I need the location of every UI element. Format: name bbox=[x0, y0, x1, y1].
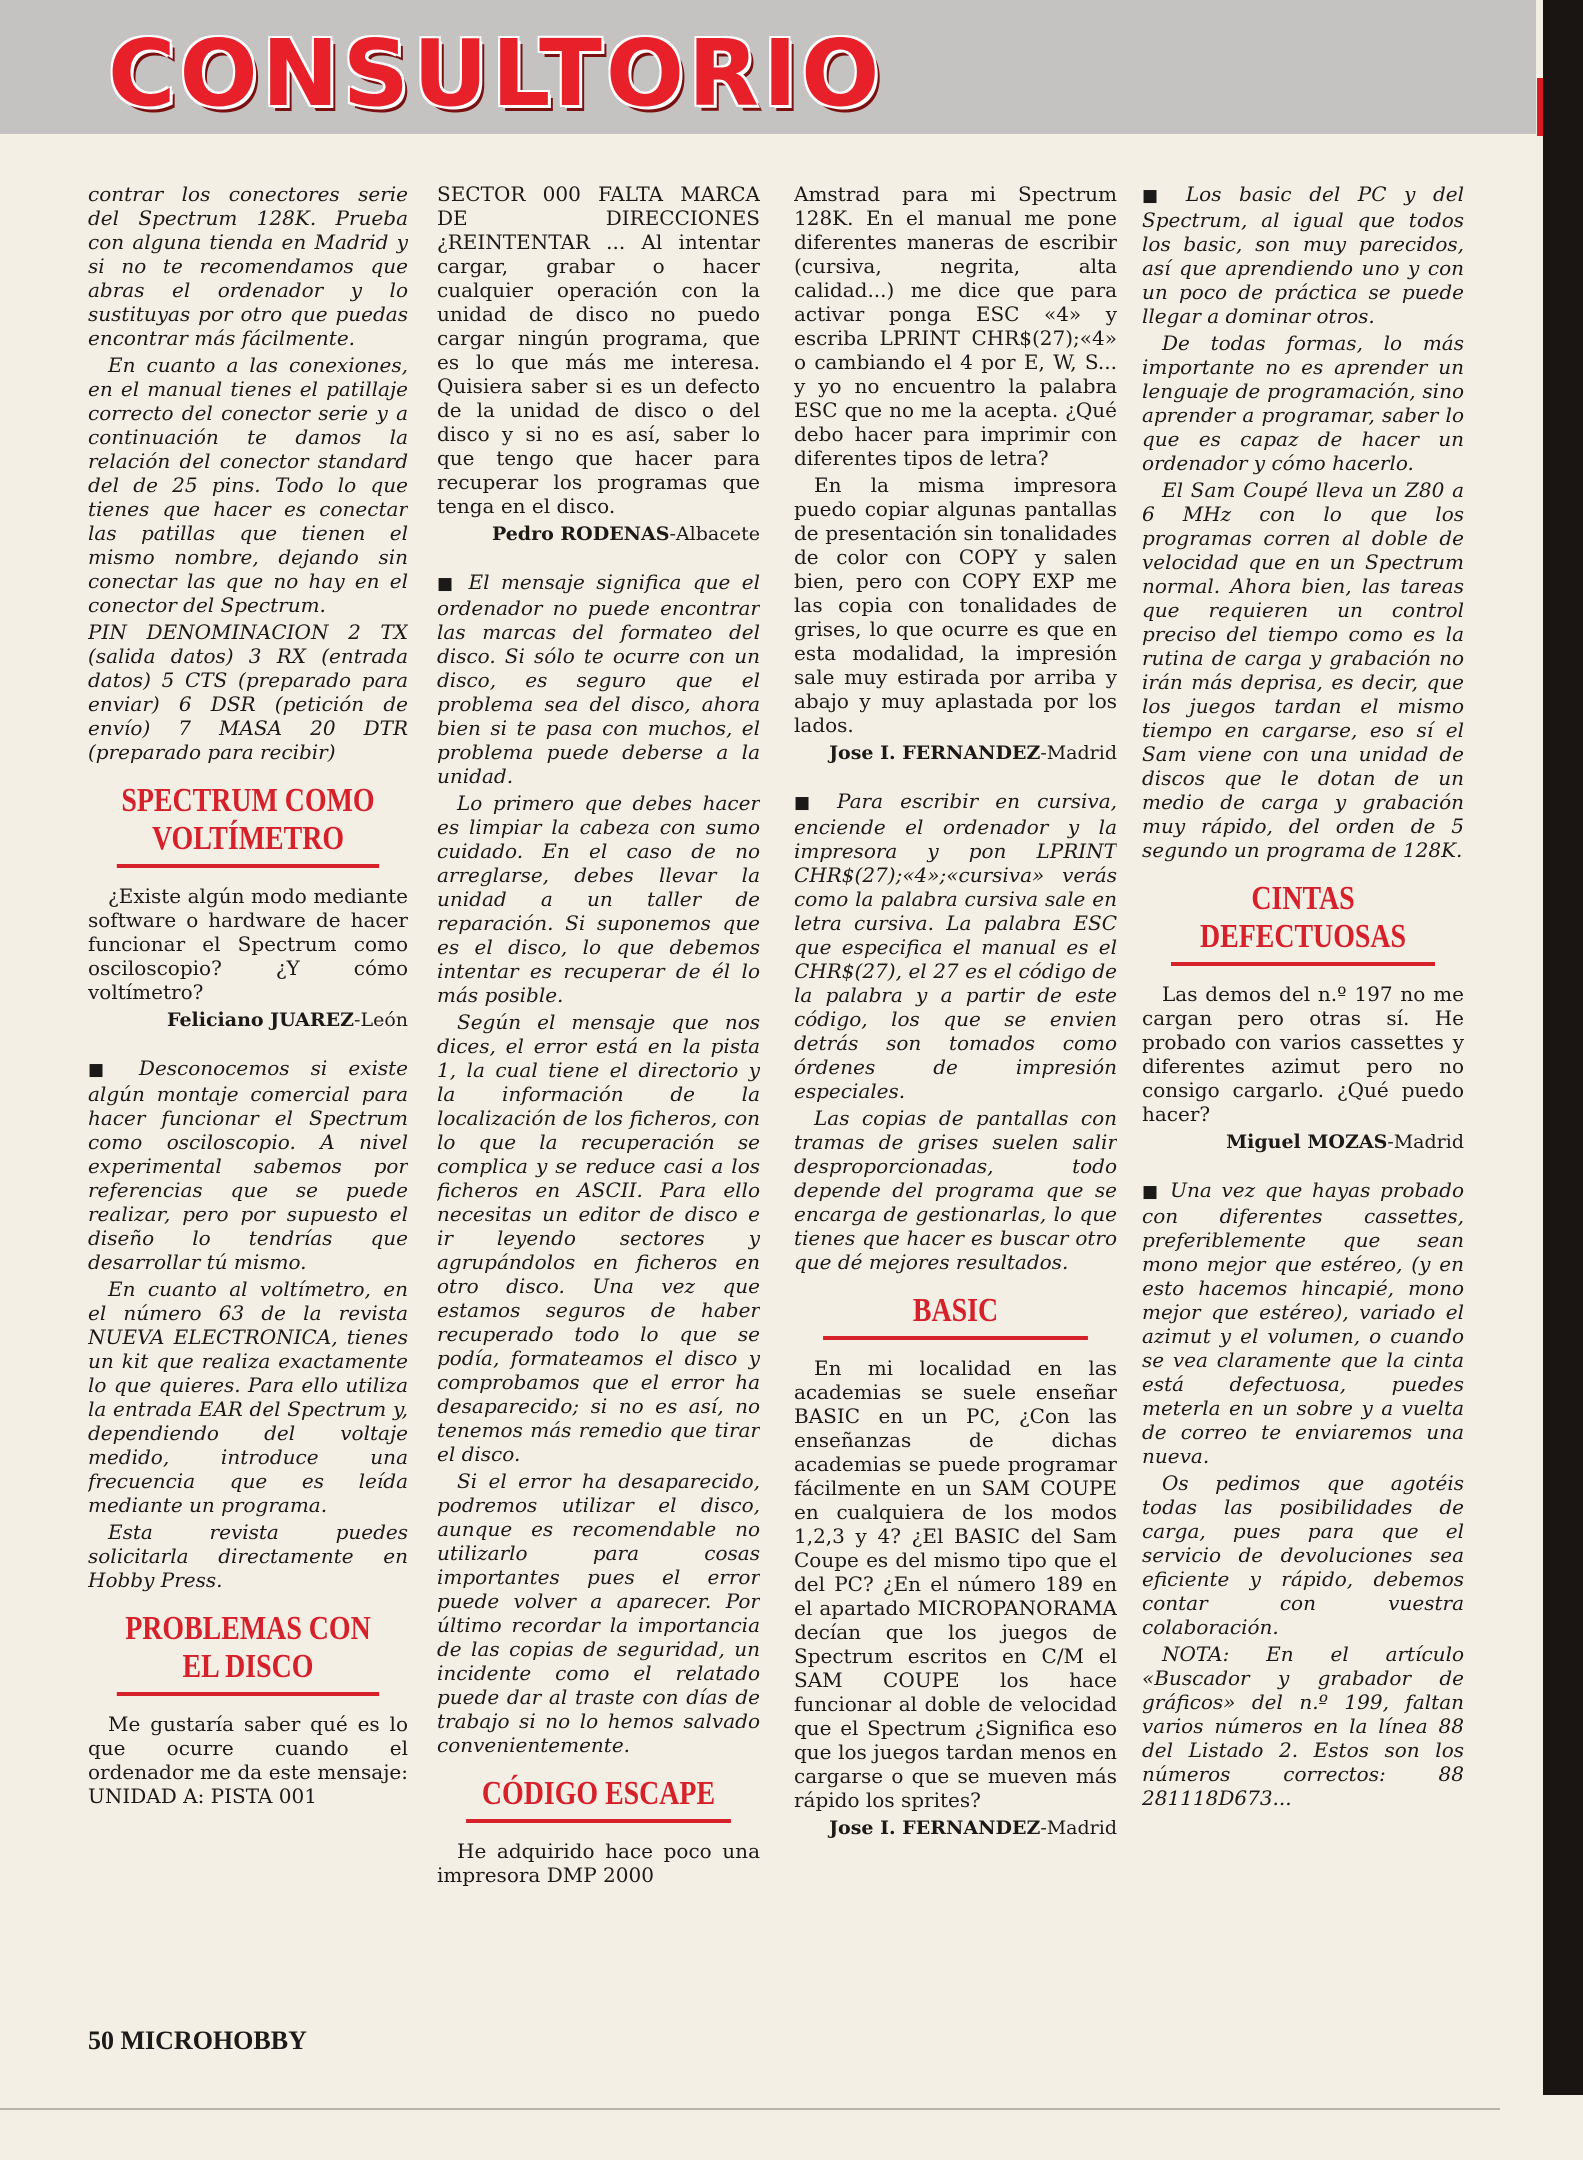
header-band bbox=[0, 0, 1536, 134]
answer-paragraph: Si el error ha desaparecido, podremos utilizar el disco, aunque es recomendable no utilizarlo para cosas importantes pues el error puede volver a aparecer. Por último recordar la importancia de las copias de seguridad, un incidente como el relatado puede dar al traste con días de trabajo si no lo hemos salvado convenientemente. bbox=[437, 1469, 760, 1757]
signature-place: -Madrid bbox=[1387, 1131, 1464, 1153]
signature bbox=[794, 741, 1117, 765]
heading-codigo-escape: CÓDIGO ESCAPE bbox=[466, 1775, 731, 1823]
answer-paragraph: ■ Desconocemos si existe algún montaje comercial para hacer funcionar el Spectrum como osciloscopio. A nivel experimental sabemos por referencias que se puede realizar, pero por supuesto el diseño lo tendrías que desarrollar tú mismo. bbox=[88, 1056, 408, 1274]
signature-name: Feliciano JUAREZ bbox=[167, 1009, 355, 1031]
question-paragraph: SECTOR 000 FALTA MARCA DE DIRECCIONES ¿REINTENTAR ... Al intentar cargar, grabar o hacer cualquier operación con la unidad de disco no puedo cargar ningún programa, que es lo que más me interesa. Quisiera saber si es un defecto de la unidad de disco o del disco y si no es así, saber lo que tengo que hacer para recuperar los programas que tenga en el disco. bbox=[437, 182, 760, 518]
answer-paragraph: El Sam Coupé lleva un Z80 a 6 MHz con lo que los programas corren al doble de velocidad que en un Spectrum normal. Ahora bien, las tareas que requieren un control preciso del tiempo como es la rutina de carga y grabación no irán más deprisa, es decir, que los juegos tardan el mismo tiempo en cargarse, eso sí el Sam viene con una unidad de discos que le dotan de un medio de carga y grabación muy rápido, del orden de 5 segundo un programa de 128K. bbox=[1142, 478, 1464, 862]
answer-paragraph: En cuanto al voltímetro, en el número 63 de la revista NUEVA ELECTRONICA, tienes un kit que realiza exactamente lo que quieres. Para ello utiliza la entrada EAR del Spectrum y, dependiendo del voltaje medido, introduce una frecuencia que es leída mediante un programa. bbox=[88, 1277, 408, 1517]
column-1 bbox=[88, 182, 408, 2032]
heading-problemas-disco: PROBLEMAS CON EL DISCO bbox=[117, 1610, 379, 1696]
question-paragraph: ¿Existe algún modo mediante software o hardware de hacer funcionar el Spectrum como osciloscopio? ¿Y cómo voltímetro? bbox=[88, 884, 408, 1004]
signature bbox=[88, 1008, 408, 1032]
answer-paragraph: contrar los conectores serie del Spectrum 128K. Prueba con alguna tienda en Madrid y si no te recomendamos que abras el ordenador y lo sustituyas por otro que puedas encontrar más fácilmente. bbox=[88, 182, 408, 350]
signature bbox=[794, 1816, 1117, 1840]
page-edge-shadow bbox=[1543, 0, 1583, 2095]
signature-name: Jose I. FERNANDEZ bbox=[829, 742, 1041, 764]
signature-place: -Madrid bbox=[1040, 742, 1117, 764]
signature-name: Jose I. FERNANDEZ bbox=[829, 1817, 1041, 1839]
answer-paragraph: Esta revista puedes solicitarla directamente en Hobby Press. bbox=[88, 1520, 408, 1592]
question-paragraph: En la misma impresora puedo copiar algunas pantallas de presentación sin tonalidades de color con COPY y salen bien, pero con COPY EXP me las copia con tonalidades de grises, lo que ocurre es que en esta modalidad, la impresión sale muy estirada por arriba y abajo y muy aplastada por los lados. bbox=[794, 473, 1117, 737]
page-footer: 50 MICROHOBBY bbox=[88, 2026, 307, 2055]
question-paragraph: He adquirido hace poco una impresora DMP 2000 bbox=[437, 1839, 760, 1887]
heading-cintas-defectuosas: CINTAS DEFECTUOSAS bbox=[1171, 880, 1435, 966]
answer-paragraph: ■ El mensaje significa que el ordenador no puede encontrar las marcas del formateo del disco. Si sólo te ocurre con un disco, es seguro que el problema sea del disco, ahora bien si te pasa con muchos, el problema puede deberse a la unidad. bbox=[437, 570, 760, 788]
answer-paragraph: ■ Para escribir en cursiva, enciende el ordenador y la impresora y pon LPRINT CHR$(27);«4»;«cursiva» verás como la palabra cursiva sale en letra cursiva. La palabra ESC que especifica el manual es el CHR$(27), el 27 es el código de la palabra y a partir de este código, los que se envien detrás son tomados como órdenes de impresión especiales. bbox=[794, 789, 1117, 1103]
heading-spectrum-voltimetro: SPECTRUM COMO VOLTÍMETRO bbox=[117, 782, 379, 868]
question-paragraph: Amstrad para mi Spectrum 128K. En el manual me pone diferentes maneras de escribir (cursiva, negrita, alta calidad...) me dice que para activar ponga ESC «4» y escriba LPRINT CHR$(27);«4» o cambiando el 4 por E, W, S... y yo no encuentro la palabra ESC que no me la acepta. ¿Qué debo hacer para imprimir con diferentes tipos de letra? bbox=[794, 182, 1117, 470]
signature bbox=[437, 522, 760, 546]
question-paragraph: En mi localidad en las academias se suele enseñar BASIC en un PC, ¿Con las enseñanzas de dichas academias se puede programar fácilmente en un SAM COUPE en cualquiera de los modos 1,2,3 y 4? ¿El BASIC del Sam Coupe es del mismo tipo que el del PC? ¿En el número 189 en el apartado MICROPANORAMA decían que los juegos de Spectrum escritos en C/M el SAM COUPE los hace funcionar al doble de velocidad que el Spectrum ¿Significa eso que los juegos tardan menos en cargarse o que se mueven más rápido los sprites? bbox=[794, 1356, 1117, 1812]
column-2 bbox=[437, 182, 760, 2032]
answer-paragraph: ■ Los basic del PC y del Spectrum, al igual que todos los basic, son muy parecidos, así que aprendiendo uno y con un poco de práctica se puede llegar a dominar otros. bbox=[1142, 182, 1464, 328]
answer-paragraph: Lo primero que debes hacer es limpiar la cabeza con sumo cuidado. En el caso de no arreglarse, debes llevar la unidad a un taller de reparación. Si suponemos que es el disco, lo que debemos intentar es recuperar de él lo más posible. bbox=[437, 791, 760, 1007]
signature-place: -Madrid bbox=[1040, 1817, 1117, 1839]
signature-name: Miguel MOZAS bbox=[1226, 1131, 1388, 1153]
answer-paragraph: En cuanto a las conexiones, en el manual tienes el patillaje correcto del conector serie y a continuación te damos la relación del conector standard del de 25 pins. Todo lo que tienes que hacer es conectar las patillas que tienen el mismo nombre, dejando sin conectar las que no hay en el conector del Spectrum. bbox=[88, 353, 408, 617]
signature bbox=[1142, 1130, 1464, 1154]
bottom-rule bbox=[0, 2108, 1500, 2110]
answer-paragraph: De todas formas, lo más importante no es aprender un lenguaje de programación, sino aprender a programar, saber lo que es capaz de hacer un ordenador y cómo hacerlo. bbox=[1142, 331, 1464, 475]
column-4 bbox=[1142, 182, 1464, 2032]
signature-place: -Albacete bbox=[669, 523, 760, 545]
answer-paragraph: Las copias de pantallas con tramas de grises suelen salir desproporcionadas, todo depende del programa que se encarga de gestionarlas, lo que tienes que hacer es buscar otro que dé mejores resultados. bbox=[794, 1106, 1117, 1274]
signature-name: Pedro RODENAS bbox=[491, 523, 670, 545]
section-title: CONSULTORIO bbox=[108, 20, 884, 127]
question-paragraph: Las demos del n.º 197 no me cargan pero otras sí. He probado con varios cassettes y diferentes azimut pero no consigo cargarlo. ¿Qué puedo hacer? bbox=[1142, 982, 1464, 1126]
nota-paragraph: NOTA: En el artículo «Buscador y grabador de gráficos» del n.º 199, faltan varios números en la línea 88 del Listado 2. Estos son los números correctos: 88 281118D673... bbox=[1142, 1642, 1464, 1810]
pin-list: PIN DENOMINACION 2 TX (salida datos) 3 RX (entrada datos) 5 CTS (preparado para enviar) 6 DSR (petición de envío) 7 MASA 20 DTR (preparado para recibir) bbox=[88, 620, 408, 764]
answer-paragraph: Según el mensaje que nos dices, el error está en la pista 1, la cual tiene el directorio y la información de la localización de los ficheros, con lo que la recuperación se complica y se reduce casi a los ficheros en ASCII. Para ello necesitas un editor de disco e ir leyendo sectores y agrupándolos en ficheros en otro disco. Una vez que estamos seguros de haber recuperado todo lo que se podía, formateamos el disco y comprobamos que el error ha desaparecido; si no es así, no tenemos más remedio que tirar el disco. bbox=[437, 1010, 760, 1466]
heading-basic: BASIC bbox=[823, 1292, 1088, 1340]
column-3 bbox=[794, 182, 1117, 2032]
signature-place: -León bbox=[354, 1009, 408, 1031]
answer-paragraph: ■ Una vez que hayas probado con diferentes cassettes, preferiblemente que sean mono mejor que estéreo, (y en esto hacemos hincapié, mono mejor que estéreo), variado el azimut y el volumen, o cuando se vea claramente que la cinta está defectuosa, puedes meterla en un sobre y a vuelta de correo te enviaremos una nueva. bbox=[1142, 1178, 1464, 1468]
answer-paragraph: Os pedimos que agotéis todas las posibilidades de carga, pues para que el servicio de devoluciones sea eficiente y rápido, debemos contar con vuestra colaboración. bbox=[1142, 1471, 1464, 1639]
question-paragraph: Me gustaría saber qué es lo que ocurre cuando el ordenador me da este mensaje: UNIDAD A: PISTA 001 bbox=[88, 1712, 408, 1808]
